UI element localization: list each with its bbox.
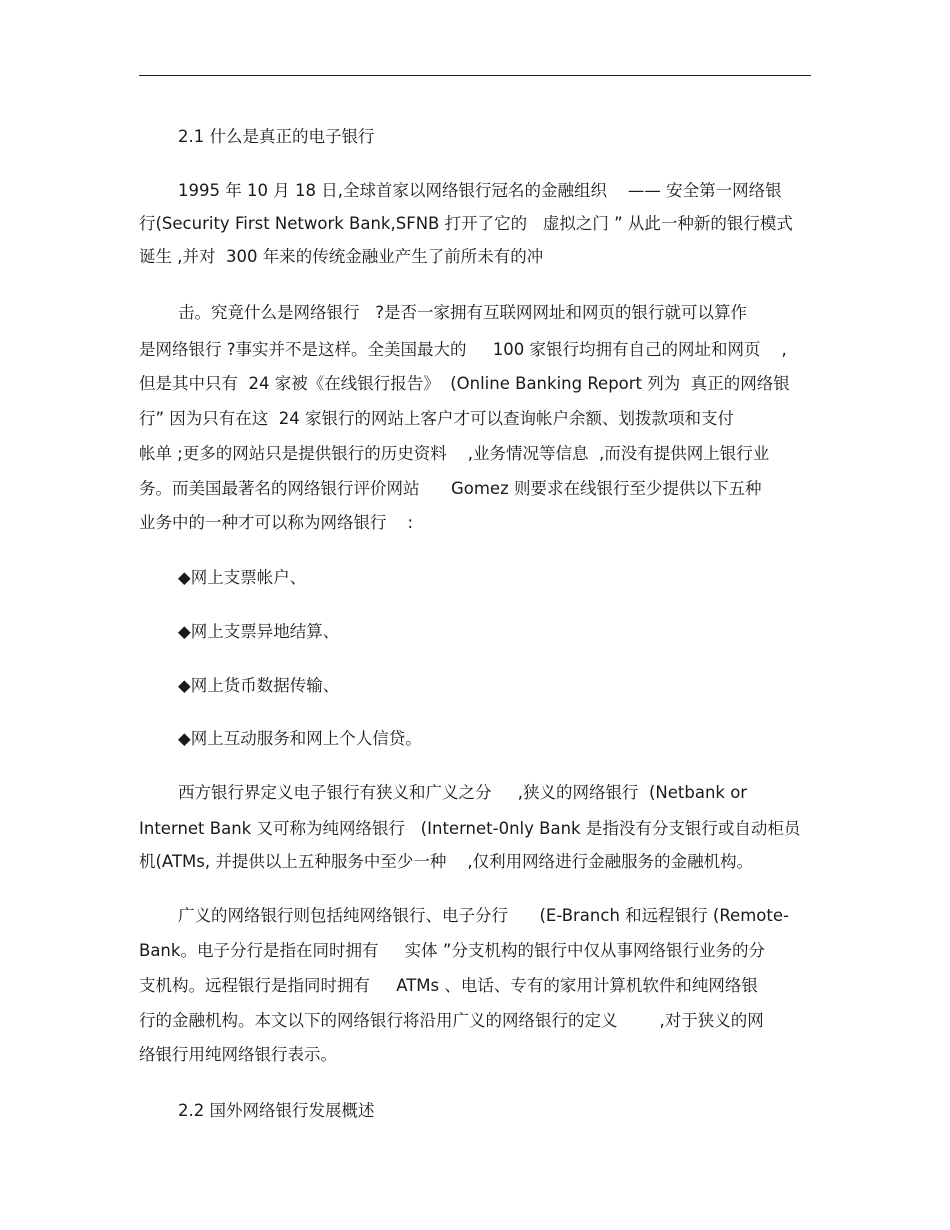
bullet-item: ◆网上互动服务和网上个人信贷。 <box>178 729 422 748</box>
paragraph-line: 击。究竟什么是网络银行 ?是否一家拥有互联网网址和网页的银行就可以算作 <box>178 303 747 322</box>
paragraph-line: 但是其中只有 24 家被《在线银行报告》 (Online Banking Report 列为 真正的网络银 <box>139 374 790 393</box>
paragraph-line: 是网络银行 ?事实并不是这样。全美国最大的 100 家银行均拥有自己的网址和网页 , <box>139 340 787 359</box>
paragraph-line: 业务中的一种才可以称为网络银行 : <box>139 513 414 532</box>
bullet-item: ◆网上支票异地结算、 <box>178 622 340 641</box>
bullet-item: ◆网上货币数据传输、 <box>178 676 340 695</box>
paragraph-line: 西方银行界定义电子银行有狭义和广义之分 ,狭义的网络银行 (Netbank or <box>178 783 748 802</box>
paragraph-line: 络银行用纯网络银行表示。 <box>139 1045 337 1064</box>
paragraph-line: 务。而美国最著名的网络银行评价网站 Gomez 则要求在线银行至少提供以下五种 <box>139 479 762 498</box>
section-title: 2.2 国外网络银行发展概述 <box>178 1101 375 1120</box>
paragraph-line: 支机构。远程银行是指同时拥有 ATMs 、电话、专有的家用计算机软件和纯网络银 <box>139 976 758 995</box>
paragraph-line: 帐单 ;更多的网站只是提供银行的历史资料 ,业务情况等信息 ,而没有提供网上银行业 <box>139 444 770 463</box>
paragraph-line: 行(Security First Network Bank,SFNB 打开了它的 虚拟之门 ” 从此一种新的银行模式 <box>139 214 793 233</box>
section-title: 2.1 什么是真正的电子银行 <box>178 127 375 146</box>
paragraph-line: 诞生 ,并对 300 年来的传统金融业产生了前所未有的冲 <box>139 247 544 266</box>
bullet-item: ◆网上支票帐户、 <box>178 568 307 587</box>
paragraph-line: 行” 因为只有在这 24 家银行的网站上客户才可以查询帐户余额、划拨款项和支付 <box>139 409 735 428</box>
paragraph-line: Internet Bank 又可称为纯网络银行 (Internet-0nly Bank 是指没有分支银行或自动柜员 <box>139 819 801 838</box>
paragraph-line: 1995 年 10 月 18 日,全球首家以网络银行冠名的金融组织 —— 安全第一网络银 <box>178 181 782 200</box>
paragraph-line: 行的金融机构。本文以下的网络银行将沿用广义的网络银行的定义 ,对于狭义的网 <box>139 1011 764 1030</box>
paragraph-line: 机(ATMs, 并提供以上五种服务中至少一种 ,仅利用网络进行金融服务的金融机构。 <box>139 852 754 871</box>
paragraph-line: 广义的网络银行则包括纯网络银行、电子分行 (E-Branch 和远程银行 (Remote- <box>178 906 789 925</box>
header-rule <box>139 75 811 76</box>
paragraph-line: Bank。电子分行是指在同时拥有 实体 ”分支机构的银行中仅从事网络银行业务的分 <box>139 941 765 960</box>
